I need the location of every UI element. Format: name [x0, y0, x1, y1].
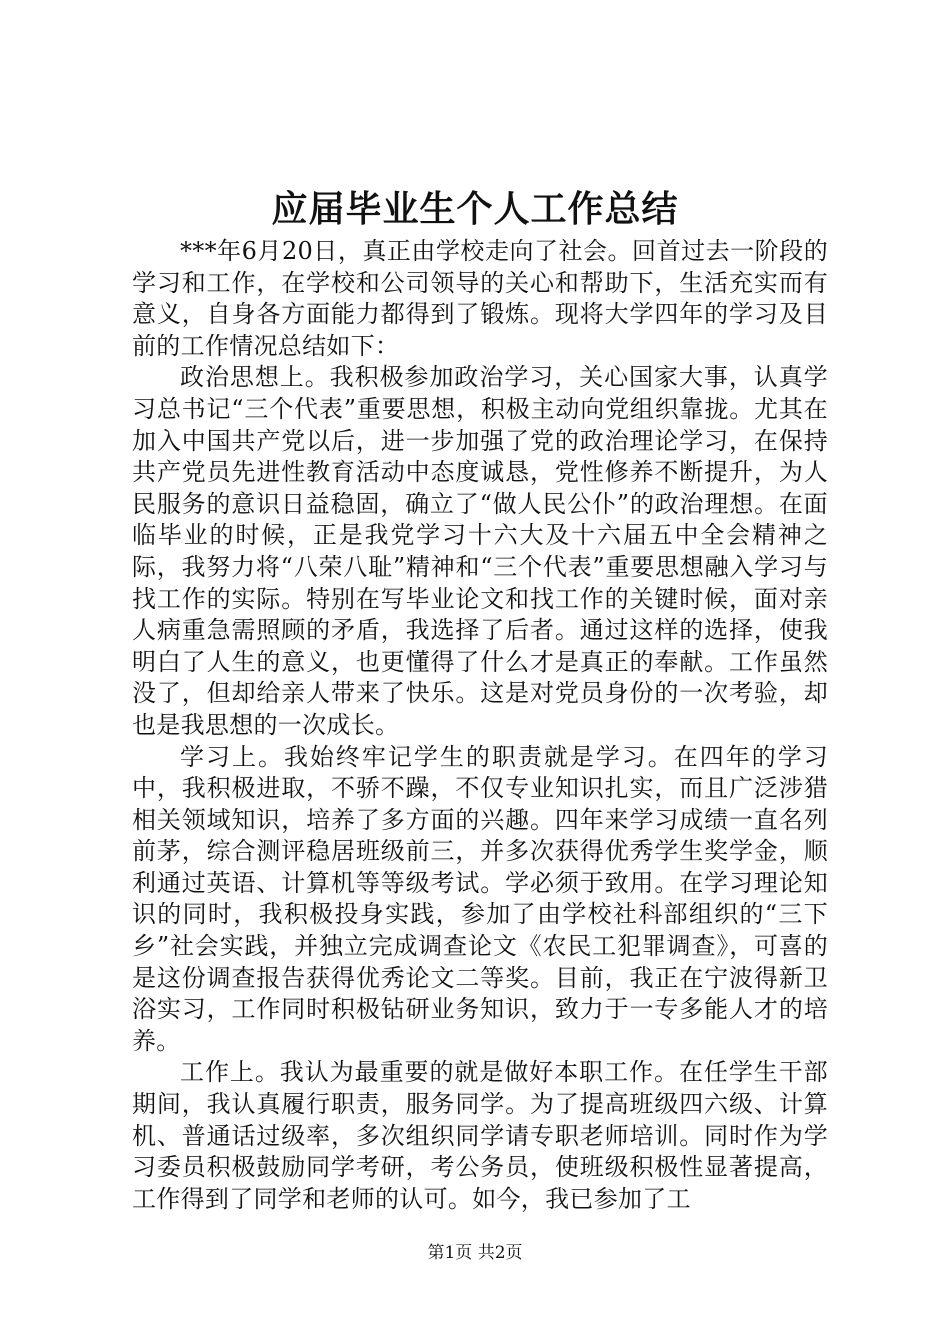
document-title: 应届毕业生个人工作总结	[271, 188, 679, 230]
paragraph-intro: ***年6月20日，真正由学校走向了社会。回首过去一阶段的学习和工作，在学校和公司领导的关心和帮助下，生活充实而有意义，自身各方面能力都得到了锻炼。现将大学四年的学习及目前的工作情况总结如下：	[132, 237, 828, 360]
paragraph-work: 工作上。我认为最重要的就是做好本职工作。在任学生干部期间，我认真履行职责，服务同学。为了提高班级四六级、计算机、普通话过级率，多次组织同学请专职老师培训。同时作为学习委员积极鼓励同学考研，考公务员，使班级积极性显著提高，工作得到了同学和老师的认可。如今，我已参加了工	[132, 1058, 828, 1213]
page-footer: 第1页 共2页	[427, 1243, 523, 1263]
document-body	[132, 236, 828, 1215]
paragraph-political: 政治思想上。我积极参加政治学习，关心国家大事，认真学习总书记“三个代表”重要思想，积极主动向党组织靠拢。尤其在加入中国共产党以后，进一步加强了党的政治理论学习，在保持共产党员先进性教育活动中态度诚恳，党性修养不断提升，为人民服务的意识日益稳固，确立了“做人民公仆”的政治理想。在面临毕业的时候，正是我党学习十六大及十六届五中全会精神之际，我努力将“八荣八耻”精神和“三个代表”重要思想融入学习与找工作的实际。特别在写毕业论文和找工作的关键时候，面对亲人病重急需照顾的矛盾，我选择了后者。通过这样的选择，使我明白了人生的意义，也更懂得了什么才是真正的奉献。工作虽然没了，但却给亲人带来了快乐。这是对党员身份的一次考验，却也是我思想的一次成长。	[132, 363, 828, 739]
paragraph-study: 学习上。我始终牢记学生的职责就是学习。在四年的学习中，我积极进取，不骄不躁，不仅专业知识扎实，而且广泛涉猎相关领域知识，培养了多方面的兴趣。四年来学习成绩一直名列前茅，综合测评稳居班级前三，并多次获得优秀学生奖学金，顺利通过英语、计算机等等级考试。学必须于致用。在学习理论知识的同时，我积极投身实践，参加了由学校社科部组织的“三下乡”社会实践，并独立完成调查论文《农民工犯罪调查》，可喜的是这份调查报告获得优秀论文二等奖。目前，我正在宁波得新卫浴实习，工作同时积极钻研业务知识，致力于一专多能人才的培养。	[132, 742, 828, 1055]
